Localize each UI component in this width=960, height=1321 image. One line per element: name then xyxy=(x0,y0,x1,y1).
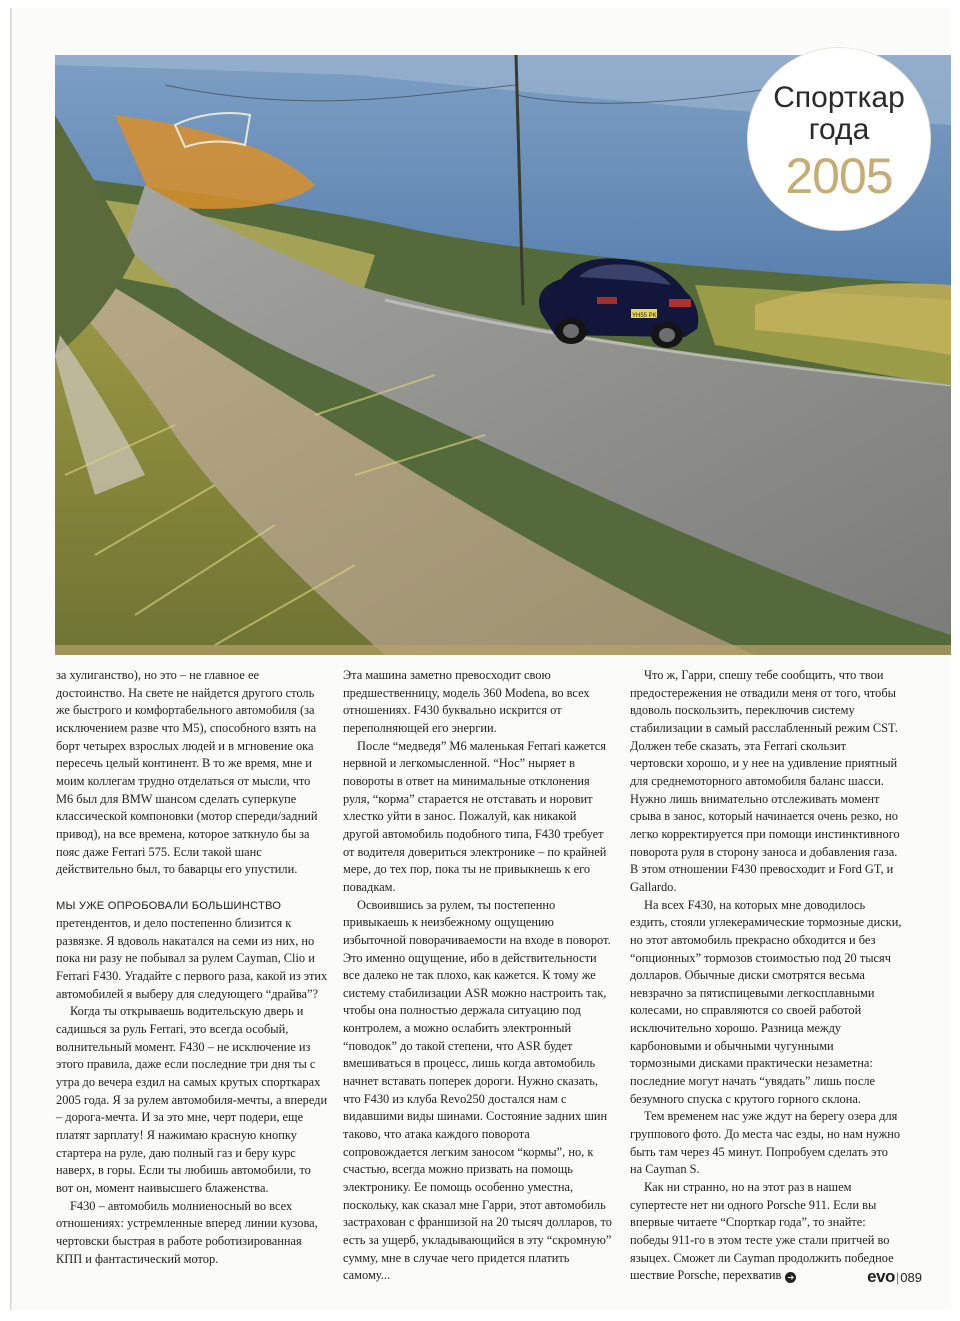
car-plate-text: YH55 PKX xyxy=(632,313,661,319)
badge-year: 2005 xyxy=(785,148,893,204)
paragraph: Освоившись за рулем, ты постепенно привыкаешь к неизбежному ощущению избыточной поворачиваемости на входе в поворот. Это именно ощущение, ибо в действительности все далеко не так плохо, как кажется. К тому же систему стабилизации ASR можно настроить так, чтобы она полностью держала ситуацию под контролем, а можно ослабить электронный “поводок” до такой степени, что ASR будет вмешиваться в процесс, лишь когда автомобиль начнет вставать поперек дороги. Нужно сказать, что F430 из клуба Revo250 достался нам с видавшими виды шинами. Состояние задних шин таково, что атака каждого поворота сопровождается легким заносом “кормы”, но, к счастью, всегда можно призвать на помощь электронику. Ее помощь особенно уместна, поскольку, как сказал мне Гарри, этот автомобиль застрахован с франшизой на 20 тысяч долларов, то есть за ущерб, укладывающийся в эту “скромную” сумму, мне в случае чего придется платить самому... xyxy=(343,897,612,1283)
paragraph: за хулиганство), но это – не главное ее достоинство. На свете не найдется другого столь же быстрого и комфортабельного автомобиля (за исключением разве что M5), способного взять на борт четырех взрослых людей и в мгновение ока пересечь целый континент. В то же время, мне и моим коллегам трудно отделаться от мысли, что M6 был для BMW шансом сделать суперкупе классической компоновки (мотор спереди/задний привод), на все времена, которое заткнуло бы за пояс даже Ferrari 575. Если такой шанс действительно был, то баварцы его упустили. xyxy=(56,668,318,877)
continue-arrow-icon: ➔ xyxy=(785,1272,796,1283)
text-column-2 xyxy=(343,667,615,1285)
paragraph: Когда ты открываешь водительскую дверь и садишься за руль Ferrari, это всегда особый, волнительный момент. F430 – не исключение из этого правила, даже если последние три дня ты с утра до вечера ездил на самых крутых спорткарах 2005 года. Я за рулем автомобиля-мечты, а впереди – дорога-мечта. И за это мне, черт подери, еще платят зарплату! Я нажимаю красную кнопку стартера на руле, даю полный газ и беру курс наверх, в горы. Если ты любишь автомобили, то вот он, момент наивысшего блаженства. xyxy=(56,1004,328,1196)
lead-caps: МЫ УЖЕ ОПРОБОВАЛИ БОЛЬШИНСТВО xyxy=(56,899,282,912)
paragraph: Эта машина заметно превосходит свою предшественницу, модель 360 Modena, во всех отношениях. F430 буквально искрится от переполняющей его энергии. xyxy=(343,668,590,735)
paragraph: Что ж, Гарри, спешу тебе сообщить, что твои предостережения не отвадили меня от того, чтобы вдоволь поскользить, переключив систему стабилизации в самый расслабленный режим CST. Должен тебе сказать, эта Ferrari скользит чертовски хорошо, и у нее на удивление приятный для среднемоторного автомобиля баланс шасси. Нужно лишь внимательно отслеживать момент срыва в занос, который начинается очень резко, но легко корректируется при помощи инстинктивного поворота руля в сторону заноса и добавления газа. В этом отношении F430 превосходит и Ford GT, и Gallardo. xyxy=(630,668,900,894)
section-lead-paragraph xyxy=(56,897,328,1004)
magazine-logo: evo xyxy=(867,1267,895,1286)
sportscar-of-the-year-badge xyxy=(748,48,930,230)
paragraph: На всех F430, на которых мне доводилось ездить, стояли углекерамические тормозные диски, но этот автомобиль прекрасно обходится и без “опционных” тормозов стоимостью под 20 тысяч долларов. Обычные диски смотрятся весьма невзрачно за пятиспицевыми легкосплавными колесами, но справляются со своей работой исключительно хорошо. Разница между карбоновыми и обычными чугунными тормозными дисками практически незаметна: последние могут начать “увядать” лишь после безумного спуска с крутого горного склона. xyxy=(630,897,902,1106)
text-column-3 xyxy=(630,667,902,1285)
page-number: 089 xyxy=(900,1270,922,1285)
badge-title-line2: года xyxy=(808,113,870,146)
paragraph-text: Как ни странно, но на этот раз в нашем супертесте нет ни одного Porsche 911. Если вы впервые читаете “Спорткар года”, то знайте: победы 911-го в этом тесте уже стали притчей во языцех. Сможет ли Cayman продолжить победное шествие Porsche, перехватив xyxy=(630,1180,894,1283)
paragraph xyxy=(630,1179,902,1285)
text-column-1 xyxy=(56,667,328,1268)
footer-separator: | xyxy=(895,1270,900,1285)
lead-text: претендентов, и дело постепенно близится к развязке. Я вдоволь накатался на семи из них, но пока ни разу не побывал за рулем Cayman, Clio и Ferrari F430. Угадайте с первого раза, какой из этих автомобилей я выберу для следующего “драйва”? xyxy=(56,916,328,1001)
paragraph: F430 – автомобиль молниеносный во всех отношениях: устремленные вперед линии кузова, чертовски быстрая в работе роботизированная КПП и фантастический мотор. xyxy=(56,1198,318,1266)
paragraph: Тем временем нас уже ждут на берегу озера для группового фото. До места час езды, но нам нужно быть там через 45 минут. Попробуем сделать это на Cayman S. xyxy=(630,1109,901,1177)
badge-title-line1: Спорткар xyxy=(773,81,905,114)
paragraph: После “медведя” M6 маленькая Ferrari кажется нервной и легкомысленной. “Нос” ныряет в повороты в ответ на минимальные отклонения руля, “корма” старается не отставать и норовит хлестко уйти в занос. Пожалуй, как никакой другой автомобиль подобного типа, F430 требует от водителя довериться электронике – по крайней мере, до тех пор, пока ты не привыкнешь к его повадкам. xyxy=(343,738,607,894)
page-footer xyxy=(867,1267,922,1287)
